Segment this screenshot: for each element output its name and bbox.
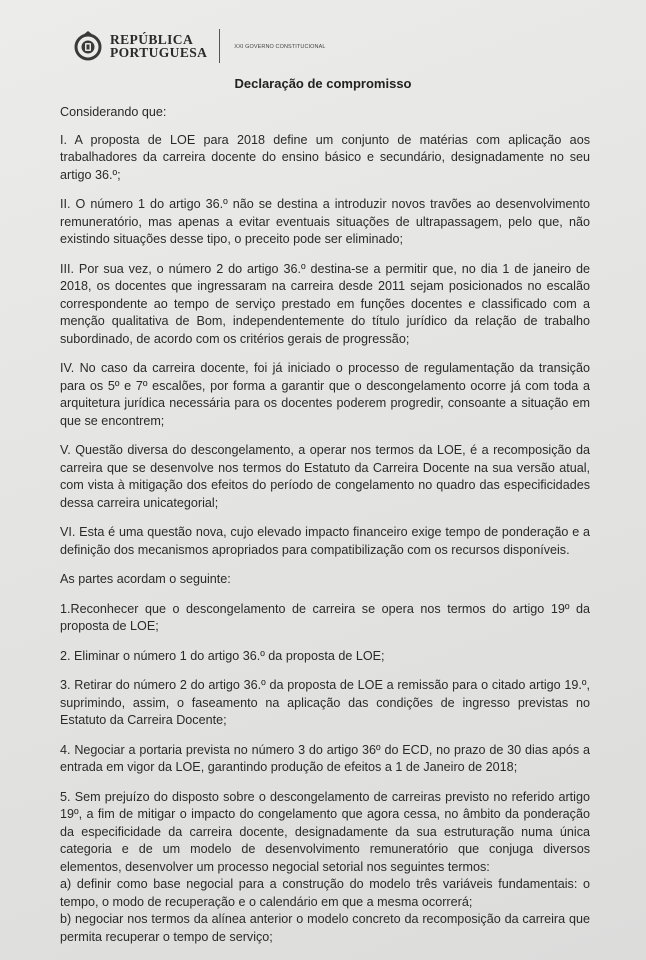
letterhead bbox=[74, 26, 326, 66]
consideration-5: V. Questão diversa do descongelamento, a operar nos termos da LOE, é a recomposição da carreira que se desenvolve nos termos do Estatuto da Carreira Docente na sua versão atual, com vista à mitigação dos efeitos do período de congelamento no quadro das especificidades dessa carreira unicategorial; bbox=[60, 443, 590, 510]
brand-line-1: REPÚBLICA bbox=[110, 32, 194, 47]
consideration-1: I. A proposta de LOE para 2018 define um conjunto de matérias com aplicação aos trabalhadores da carreira docente do ensino básico e secundário, designadamente no seu artigo 36.º; bbox=[60, 132, 590, 182]
document-body bbox=[60, 104, 590, 946]
brand-name bbox=[110, 33, 207, 59]
agreement-3: 3. Retirar do número 2 do artigo 36.º da proposta de LOE a remissão para o citado artigo 19.º, suprimindo, assim, o faseamento na aplicação das condições de ingresso previstas no Estatuto da Carreira Docente; bbox=[60, 678, 590, 727]
agreement-5: 5. Sem prejuízo do disposto sobre o descongelamento de carreiras previsto no referido artigo 19º, a fim de mitigar o impacto do congelamento que agora cessa, no âmbito da ponderação da especificidade da carreira docente, designadamente da sua estruturação numa única categoria e de um modelo de desenvolvimento remuneratório que conjuga diversos elementos, desenvolver um processo negocial setorial nos seguintes termos: bbox=[60, 789, 590, 874]
brand-line-2: PORTUGUESA bbox=[110, 45, 208, 60]
coat-of-arms-icon bbox=[74, 30, 104, 62]
page-title: Declaração de compromisso bbox=[234, 76, 412, 91]
agreement-2: 2. Eliminar o número 1 do artigo 36.º da proposta de LOE; bbox=[60, 648, 385, 663]
header-divider bbox=[219, 29, 220, 63]
subitem-b: b) negociar nos termos da alínea anterior o modelo concreto da recomposição da carreira que permita recuperar o tempo de serviço; bbox=[60, 912, 590, 944]
intro-text: Considerando que: bbox=[60, 105, 167, 119]
consideration-4: IV. No caso da carreira docente, foi já iniciado o processo de regulamentação da transição para os 5º e 7º escalões, por forma a garantir que o descongelamento ocorre já com toda a arquitetura jurídica necessária para os docentes poderem progredir, consoante a situação em que se encontrem; bbox=[60, 361, 590, 428]
agreement-intro: As partes acordam o seguinte: bbox=[60, 572, 231, 586]
consideration-6: VI. Esta é uma questão nova, cujo elevado impacto financeiro exige tempo de ponderação e a definição dos mecanismos apropriados para compatibilização com os recursos disponíveis. bbox=[60, 525, 590, 557]
agreement-1: 1.Reconhecer que o descongelamento de carreira se opera nos termos do artigo 19º da proposta de LOE; bbox=[60, 601, 590, 633]
consideration-3: III. Por sua vez, o número 2 do artigo 36.º destina-se a permitir que, no dia 1 de janeiro de 2018, os docentes que ingressaram na carreira desde 2011 sejam posicionados no escalão correspondente ao tempo de serviço prestado em funções docentes e classificado com a menção qualitativa de Bom, independentemente do título jurídico da relação de trabalho subordinado, de acordo com os critérios gerais de progressão; bbox=[60, 261, 590, 346]
government-label: XXI GOVERNO CONSTITUCIONAL bbox=[234, 44, 326, 50]
agreement-4: 4. Negociar a portaria prevista no número 3 do artigo 36º do ECD, no prazo de 30 dias após a entrada em vigor da LOE, garantindo produção de efeitos a 1 de Janeiro de 2018; bbox=[60, 742, 590, 774]
subitem-a: a) definir como base negocial para a construção do modelo três variáveis fundamentais: o tempo, o modo de recuperação e o calendário em que a mesma ocorrerá; bbox=[60, 877, 590, 909]
consideration-2: II. O número 1 do artigo 36.º não se destina a introduzir novos travões ao desenvolvimento remuneratório, mas apenas a evitar eventuais situações de ultrapassagem, pelo que, não existindo situações desse tipo, o preceito pode ser eliminado; bbox=[60, 197, 590, 246]
